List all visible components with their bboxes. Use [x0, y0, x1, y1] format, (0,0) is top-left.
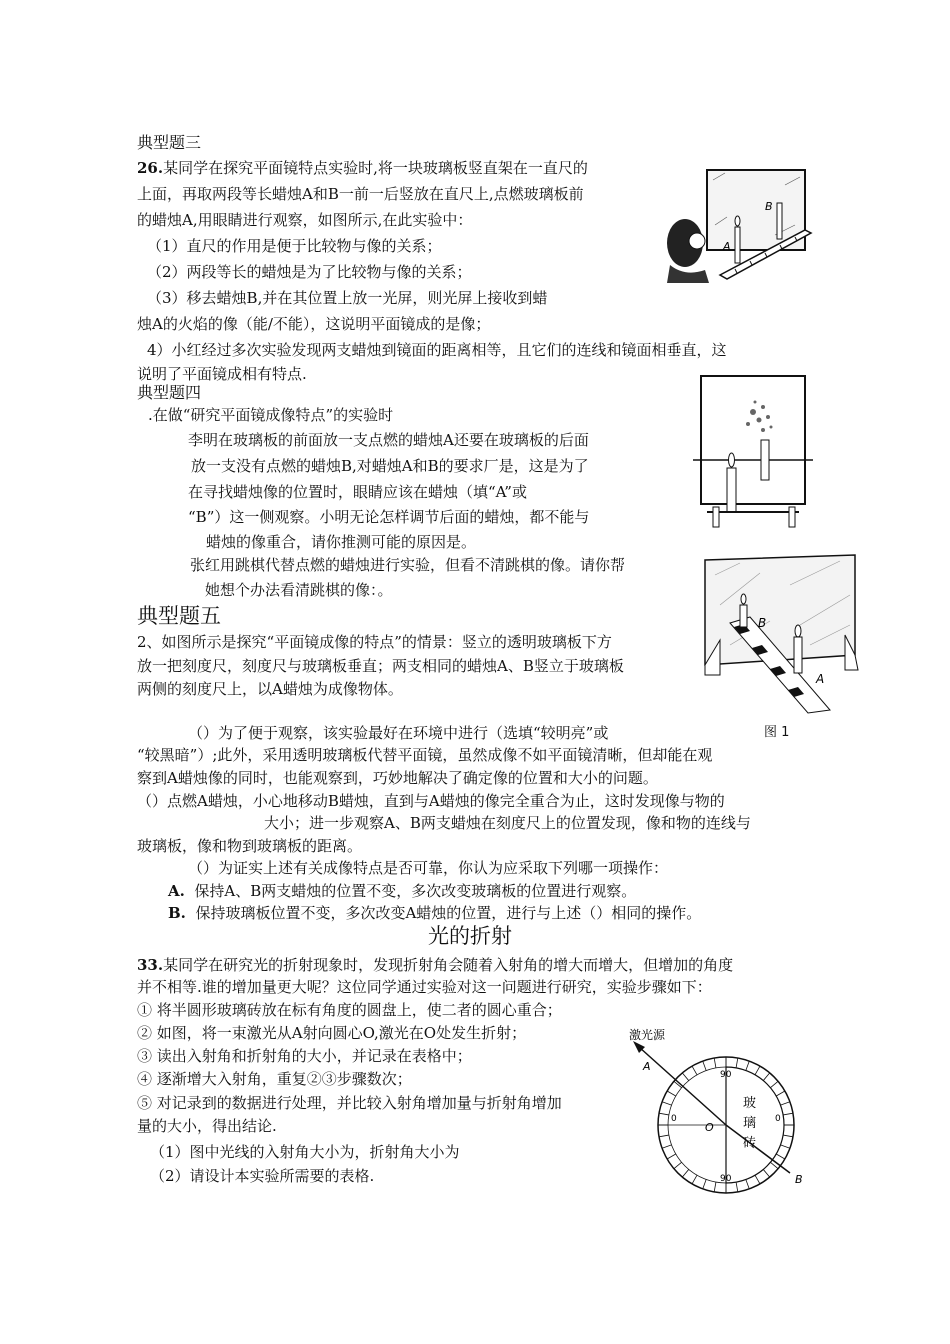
- s6-line-10: （2）请设计本实验所需要的表格.: [150, 1167, 375, 1185]
- option-b: B. 保持玻璃板位置不变，多次改变A蜡烛的位置，进行与上述（）相同的操作。: [168, 904, 702, 922]
- s5-line-8: 大小；进一步观察A、B两支蜡烛在刻度尺上的位置发现，像和物的连线与: [264, 814, 751, 832]
- s6-line-1: 33.某同学在研究光的折射现象时，发现折射角会随着入射角的增大而增大，但增加的角度: [137, 956, 734, 974]
- glass-plate-ruler-figure: [700, 545, 865, 715]
- heading-s4: 典型题四: [137, 383, 202, 402]
- s4-line-5: “B”）这一侧观察。小明无论怎样调节后面的蜡烛，都不能与: [188, 508, 590, 526]
- s3-line-7: 烛A的火焰的像（能/不能），这说明平面镜成的是像；: [137, 315, 491, 333]
- figure-caption: 图 1: [764, 725, 790, 740]
- s5-line-9: 玻璃板，像和物到玻璃板的距离。: [137, 837, 363, 855]
- glass-plate-candle-figure: [693, 372, 813, 532]
- s5-line-3: 两侧的刻度尺上，以A蜡烛为成像物体。: [137, 680, 403, 698]
- s3-line-5: （2）两段等长的蜡烛是为了比较物与像的关系；: [147, 263, 472, 281]
- s4-line-4: 在寻找蜡烛像的位置时，眼睛应该在蜡烛（填“A”或: [188, 483, 527, 501]
- s5-line-7: （）点燃A蜡烛，小心地移动B蜡烛，直到与A蜡烛的像完全重合为止，这时发现像与物的: [137, 792, 725, 810]
- s4-line-3: 放一支没有点燃的蜡烛B,对蜡烛A和B的要求厂是，这是为了: [191, 457, 589, 475]
- s3-line-9: 说明了平面镜成相有特点.: [137, 365, 307, 383]
- s6-line-8: 量的大小，得出结论.: [137, 1117, 277, 1135]
- s3-line-4: （1）直尺的作用是便于比较物与像的关系；: [147, 237, 442, 255]
- heading-s5: 典型题五: [137, 604, 221, 628]
- s3-line-6: （3）移去蜡烛B,并在其位置上放一光屏，则光屏上接收到蜡: [147, 289, 548, 307]
- s6-line-9: （1）图中光线的入射角大小为，折射角大小为: [150, 1143, 460, 1161]
- s6-line-2: 并不相等.谁的增加量更大呢？这位同学通过实验对这一问题进行研究，实验步骤如下：: [137, 978, 712, 996]
- s5-line-1: 2、如图所示是探究“平面镜成像的特点”的情景：竖立的透明玻璃板下方: [137, 633, 612, 651]
- s6-line-3: ① 将半圆形玻璃砖放在标有角度的圆盘上，使二者的圆心重合；: [137, 1001, 562, 1019]
- laser-source-label: 激光源: [629, 1028, 666, 1042]
- s6-line-7: ⑤ 对记录到的数据进行处理，并比较入射角增加量与折射角增加: [137, 1094, 562, 1112]
- s5-line-6: 察到A蜡烛像的同时，也能观察到，巧妙地解决了确定像的位置和大小的问题。: [137, 769, 658, 787]
- question-number: 33.: [137, 956, 164, 974]
- heading-s6: 光的折射: [428, 924, 512, 948]
- heading-s3: 典型题三: [137, 133, 202, 152]
- right-0-label: 0: [775, 1114, 781, 1124]
- glass-label-2: 璃: [743, 1116, 757, 1131]
- center-o-label: O: [705, 1121, 714, 1134]
- top-90-label: 90: [720, 1070, 732, 1080]
- s4-line-8: 她想个办法看清跳棋的像：。: [205, 581, 393, 599]
- s4-line-1: .在做“研究平面镜成像特点”的实验时: [148, 406, 394, 424]
- s5-line-4: （）为了便于观察，该实验最好在环境中进行（选填“较明亮”或: [188, 724, 609, 742]
- s3-line-8: 4）小红经过多次实验发现两支蜡烛到镜面的距离相等，且它们的连线和镜面相垂直，这: [147, 341, 727, 359]
- point-a-label: A: [643, 1060, 651, 1073]
- left-0-label: 0: [671, 1114, 677, 1124]
- fig-label-b: B: [758, 616, 767, 630]
- s4-line-7: 张红用跳棋代替点燃的蜡烛进行实验，但看不清跳棋的像。请你帮: [190, 556, 626, 574]
- s5-line-10: （）为证实上述有关成像特点是否可靠，你认为应采取下列哪一项操作：: [188, 859, 669, 877]
- point-b-label: B: [795, 1173, 803, 1186]
- refraction-disc-figure: [625, 1025, 820, 1195]
- s5-line-2: 放一把刻度尺，刻度尺与玻璃板垂直；两支相同的蜡烛A、B竖立于玻璃板: [137, 657, 624, 675]
- glass-label-1: 玻: [743, 1096, 757, 1111]
- question-number: 26.: [137, 159, 164, 177]
- s5-line-5: “较黑暗”）;此外，采用透明玻璃板代替平面镜，虽然成像不如平面镜清晰，但却能在观: [137, 746, 713, 764]
- s6-line-4: ② 如图，将一束激光从A射向圆心O,激光在O处发生折射；: [137, 1024, 527, 1042]
- s4-line-2: 李明在玻璃板的前面放一支点燃的蜡烛A还要在玻璃板的后面: [188, 431, 589, 449]
- fig-label-a: A: [723, 240, 731, 253]
- s6-line-6: ④ 逐渐增大入射角，重复②③步骤数次；: [137, 1070, 412, 1088]
- s3-line-1: 26.某同学在探究平面镜特点实验时,将一块玻璃板竖直架在一直尺的: [137, 159, 588, 177]
- fig-label-a: A: [816, 672, 825, 686]
- s6-line-5: ③ 读出入射角和折射角的大小，并记录在表格中；: [137, 1047, 472, 1065]
- fig-label-b: B: [765, 200, 773, 213]
- mirror-observation-figure: [665, 165, 815, 285]
- s4-line-6: 蜡烛的像重合，请你推测可能的原因是。: [206, 533, 477, 551]
- option-a: A. 保持A、B两支蜡烛的位置不变，多次改变玻璃板的位置进行观察。: [168, 882, 637, 900]
- glass-label-3: 砖: [743, 1136, 757, 1151]
- s3-line-3: 的蜡烛A,用眼睛进行观察，如图所示,在此实验中：: [137, 211, 473, 229]
- bottom-90-label: 90: [720, 1174, 732, 1184]
- s3-line-2: 上面，再取两段等长蜡烛A和B一前一后竖放在直尺上,点燃玻璃板前: [137, 185, 584, 203]
